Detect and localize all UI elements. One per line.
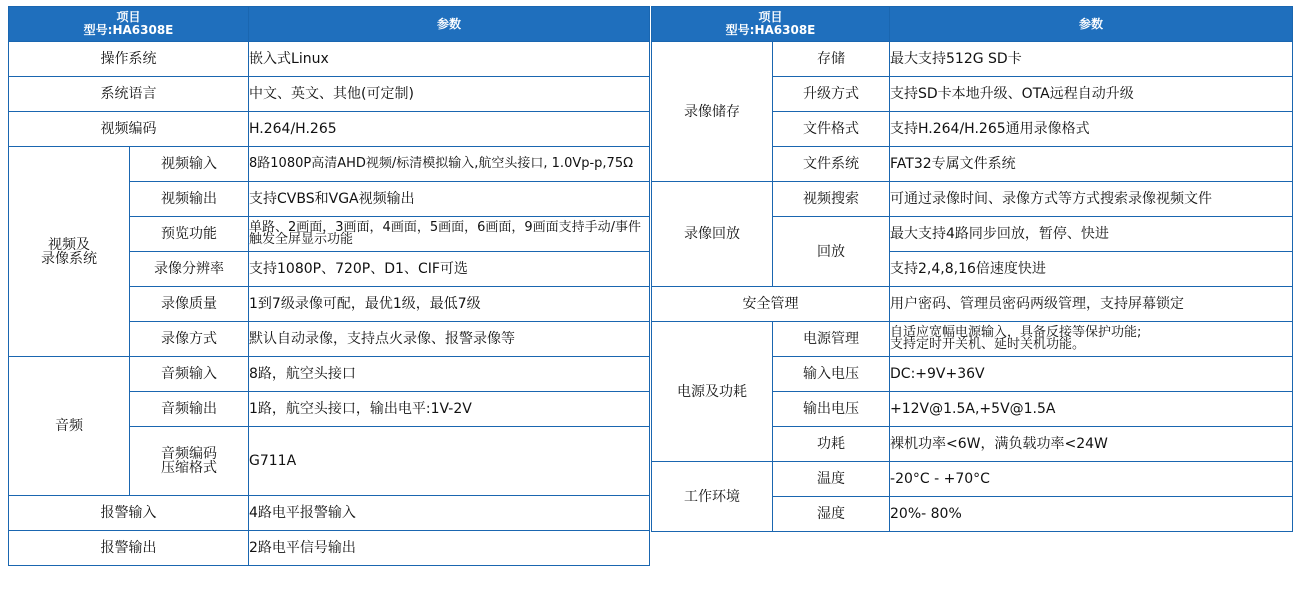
row-value: +12V@1.5A,+5V@1.5A — [890, 392, 1293, 427]
row-value: 4路电平报警输入 — [249, 496, 650, 531]
group-label-environment: 工作环境 — [652, 462, 773, 532]
row-name: 温度 — [773, 462, 890, 497]
row-name: 输出电压 — [773, 392, 890, 427]
row-value: 支持SD卡本地升级、OTA远程自动升级 — [890, 77, 1293, 112]
row-value: G711A — [249, 427, 650, 496]
row-value: 支持H.264/H.265通用录像格式 — [890, 112, 1293, 147]
row-value: 2路电平信号输出 — [249, 531, 650, 566]
group-label-playback: 录像回放 — [652, 182, 773, 287]
table-row — [9, 147, 650, 182]
group-label-storage: 录像储存 — [652, 42, 773, 182]
row-value: FAT32专属文件系统 — [890, 147, 1293, 182]
row-name: 视频编码 — [9, 112, 249, 147]
header-item-cell — [652, 7, 890, 42]
row-value: 20%- 80% — [890, 497, 1293, 532]
row-name: 报警输入 — [9, 496, 249, 531]
group-label-line: 录像系统 — [41, 250, 97, 267]
row-name — [130, 427, 249, 496]
table-row — [9, 42, 650, 77]
group-label-video — [9, 147, 130, 357]
spec-table-right — [651, 6, 1293, 532]
row-value-line: 自适应宽幅电源输入，具备反接等保护功能; — [890, 325, 1142, 340]
group-label-power: 电源及功耗 — [652, 322, 773, 462]
row-value: H.264/H.265 — [249, 112, 650, 147]
row-name: 报警输出 — [9, 531, 249, 566]
row-value: 可通过录像时间、录像方式等方式搜索录像视频文件 — [890, 182, 1293, 217]
row-value: 裸机功率<6W，满负载功率<24W — [890, 427, 1293, 462]
table-row — [652, 287, 1293, 322]
table-row — [9, 531, 650, 566]
row-value: 8路，航空头接口 — [249, 357, 650, 392]
row-name: 文件格式 — [773, 112, 890, 147]
row-name-line: 音频编码 — [161, 446, 217, 462]
row-name: 录像质量 — [130, 287, 249, 322]
header-param-label: 参数 — [890, 7, 1293, 42]
table-row — [652, 322, 1293, 357]
row-name: 录像分辨率 — [130, 252, 249, 287]
table-row — [9, 112, 650, 147]
row-value: 支持CVBS和VGA视频输出 — [249, 182, 650, 217]
row-name: 操作系统 — [9, 42, 249, 77]
row-value: 1路，航空头接口，输出电平:1V-2V — [249, 392, 650, 427]
row-name: 录像方式 — [130, 322, 249, 357]
row-name-line: 压缩格式 — [161, 460, 217, 476]
row-value: 中文、英文、其他(可定制) — [249, 77, 650, 112]
row-name: 视频输出 — [130, 182, 249, 217]
row-value: 单路、2画面，3画面，4画面，5画面，6画面，9画面支持手动/事件触发全屏显示功能 — [249, 217, 650, 252]
row-value: 用户密码、管理员密码两级管理，支持屏幕锁定 — [890, 287, 1293, 322]
row-name: 存储 — [773, 42, 890, 77]
spec-table-left — [8, 6, 650, 566]
header-param-label: 参数 — [249, 7, 650, 42]
table-row — [652, 462, 1293, 497]
header-model-label: 型号:HA6308E — [725, 23, 816, 37]
header-item-label: 项目 — [116, 10, 141, 24]
row-value: 1到7级录像可配，最优1级，最低7级 — [249, 287, 650, 322]
row-name: 输入电压 — [773, 357, 890, 392]
row-value: 最大支持512G SD卡 — [890, 42, 1293, 77]
group-label-audio: 音频 — [9, 357, 130, 496]
table-header-row — [652, 7, 1293, 42]
row-value — [890, 322, 1293, 357]
row-name: 音频输出 — [130, 392, 249, 427]
row-value-line: 支持定时开关机、延时关机功能。 — [890, 337, 1086, 352]
row-name: 系统语言 — [9, 77, 249, 112]
row-value: 最大支持4路同步回放，暂停、快进 — [890, 217, 1293, 252]
row-value: 8路1080P高清AHD视频/标清模拟输入,航空头接口, 1.0Vp-p,75Ω — [249, 147, 650, 182]
row-name: 视频搜索 — [773, 182, 890, 217]
row-name: 视频输入 — [130, 147, 249, 182]
row-value: 默认自动录像，支持点火录像、报警录像等 — [249, 322, 650, 357]
header-item-cell — [9, 7, 249, 42]
table-header-row — [9, 7, 650, 42]
row-name: 预览功能 — [130, 217, 249, 252]
row-value: 支持1080P、720P、D1、CIF可选 — [249, 252, 650, 287]
row-value: DC:+9V+36V — [890, 357, 1293, 392]
row-name: 安全管理 — [652, 287, 890, 322]
row-value: 嵌入式Linux — [249, 42, 650, 77]
group-label-line: 视频及 — [48, 236, 90, 253]
table-row — [652, 42, 1293, 77]
row-name: 湿度 — [773, 497, 890, 532]
row-value: 支持2,4,8,16倍速度快进 — [890, 252, 1293, 287]
row-name: 文件系统 — [773, 147, 890, 182]
table-row — [652, 182, 1293, 217]
row-name: 电源管理 — [773, 322, 890, 357]
table-row — [9, 357, 650, 392]
row-name: 功耗 — [773, 427, 890, 462]
header-model-label: 型号:HA6308E — [83, 23, 174, 37]
table-row — [9, 496, 650, 531]
row-name: 音频输入 — [130, 357, 249, 392]
row-name: 回放 — [773, 217, 890, 287]
header-item-label: 项目 — [758, 10, 783, 24]
table-row — [9, 77, 650, 112]
row-value: -20°C - +70°C — [890, 462, 1293, 497]
row-name: 升级方式 — [773, 77, 890, 112]
